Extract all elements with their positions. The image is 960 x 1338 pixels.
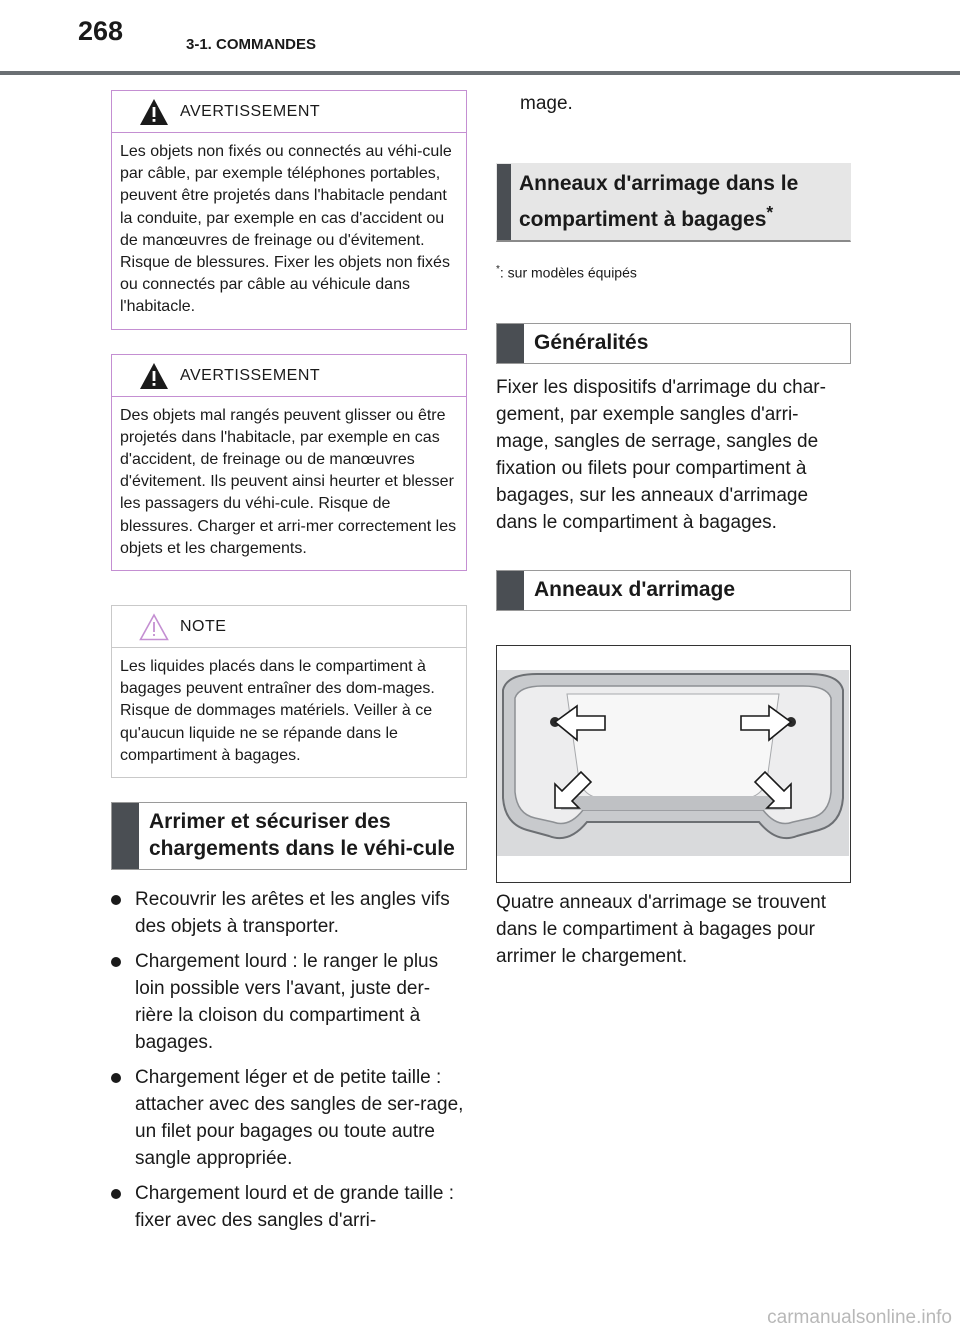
section-title: Généralités [534, 330, 649, 354]
warning-text: Les objets non fixés ou connectés au véhi-cule par câble, par exemple téléphones portables, peuvent être projetés dans l'habitacle pendant la conduite, par exemple en cas d'accident ou de manœuvres de freinage ou d'évitement. Risque de blessures. Fixer les objets non fixés ou connectés par câble au véhicule dans l'habitacle. [120, 143, 452, 316]
section-heading-secure-load [111, 802, 467, 870]
warning-header [112, 355, 466, 397]
warning-box-2 [111, 354, 467, 571]
section-title: Anneaux d'arrimage dans le compartiment à bagages* [519, 172, 799, 231]
section-heading-tie-down-rings [496, 163, 851, 242]
note-title: NOTE [180, 618, 227, 636]
trunk-illustration [496, 645, 851, 883]
right-column [496, 90, 851, 970]
section-bar [497, 164, 511, 240]
warning-title: AVERTISSEMENT [180, 366, 321, 384]
bullet-icon [111, 895, 121, 905]
section-bar [497, 571, 524, 610]
section-heading-rings [496, 570, 851, 611]
bullet-icon [111, 1189, 121, 1199]
continued-text: mage. [520, 93, 573, 114]
general-text: Fixer les dispositifs d'arrimage du char-gement, par exemple sangles d'arri-mage, sangles de serrage, sangles de fixation ou filets pour compartiment à bagages, sur les anneaux d'arrimage dans le compartiment à bagages. [496, 376, 826, 533]
warning-triangle-icon [139, 362, 169, 390]
warning-triangle-icon [139, 98, 169, 126]
header-rule [0, 71, 960, 75]
rings-text: Quatre anneaux d'arrimage se trouvent dans le compartiment à bagages pour arrimer le chargement. [496, 891, 826, 967]
section-bar [497, 324, 524, 363]
note-header [112, 606, 466, 648]
list-item: Chargement lourd et de grande taille : fixer avec des sangles d'arri- [111, 1180, 467, 1234]
section-bar [112, 803, 139, 869]
bullet-icon [111, 957, 121, 967]
warning-text: Des objets mal rangés peuvent glisser ou être projetés dans l'habitacle, par exemple en cas d'accident, de freinage ou de manœuvres d'évitement. Ils peuvent ainsi heurter et blesser les passagers du véhi-cule. Risque de blessures. Charger et arri-mer correctement les objets et les chargements. [120, 406, 457, 557]
section-heading-general [496, 323, 851, 364]
section-reference: 3-1. COMMANDES [186, 36, 317, 53]
warning-title: AVERTISSEMENT [180, 103, 321, 120]
warning-header [112, 91, 466, 133]
footnote: *: sur modèles équipés [496, 264, 637, 281]
list-item: Chargement léger et de petite taille : attacher avec des sangles de ser-rage, un filet pour bagages ou toute autre sangle appropriée. [111, 1064, 467, 1172]
page-number: 268 [78, 16, 124, 46]
bullet-list [111, 886, 467, 1234]
note-text: Les liquides placés dans le compartiment à bagages peuvent entraîner des dom-mages. Risque de dommages matériels. Veiller à ce qu'aucun liquide ne se répande dans le compartiment à bagages. [120, 658, 435, 764]
site-watermark: carmanualsonline.info [767, 1307, 952, 1328]
warning-box-1 [111, 90, 467, 330]
caution-triangle-icon [139, 613, 169, 641]
list-item: Chargement lourd : le ranger le plus loin possible vers l'avant, juste der-rière la cloison du compartiment à bagages. [111, 948, 467, 1056]
bullet-icon [111, 1073, 121, 1083]
section-title: Arrimer et sécuriser des chargements dans le véhi-cule [149, 810, 455, 861]
page-header [0, 0, 960, 76]
left-column [111, 90, 467, 1242]
trunk-diagram [497, 646, 849, 881]
note-box [111, 605, 467, 778]
asterisk-marker: * [766, 202, 774, 222]
section-title: Anneaux d'arrimage [534, 577, 736, 601]
list-item: Recouvrir les arêtes et les angles vifs des objets à transporter. [111, 886, 467, 940]
